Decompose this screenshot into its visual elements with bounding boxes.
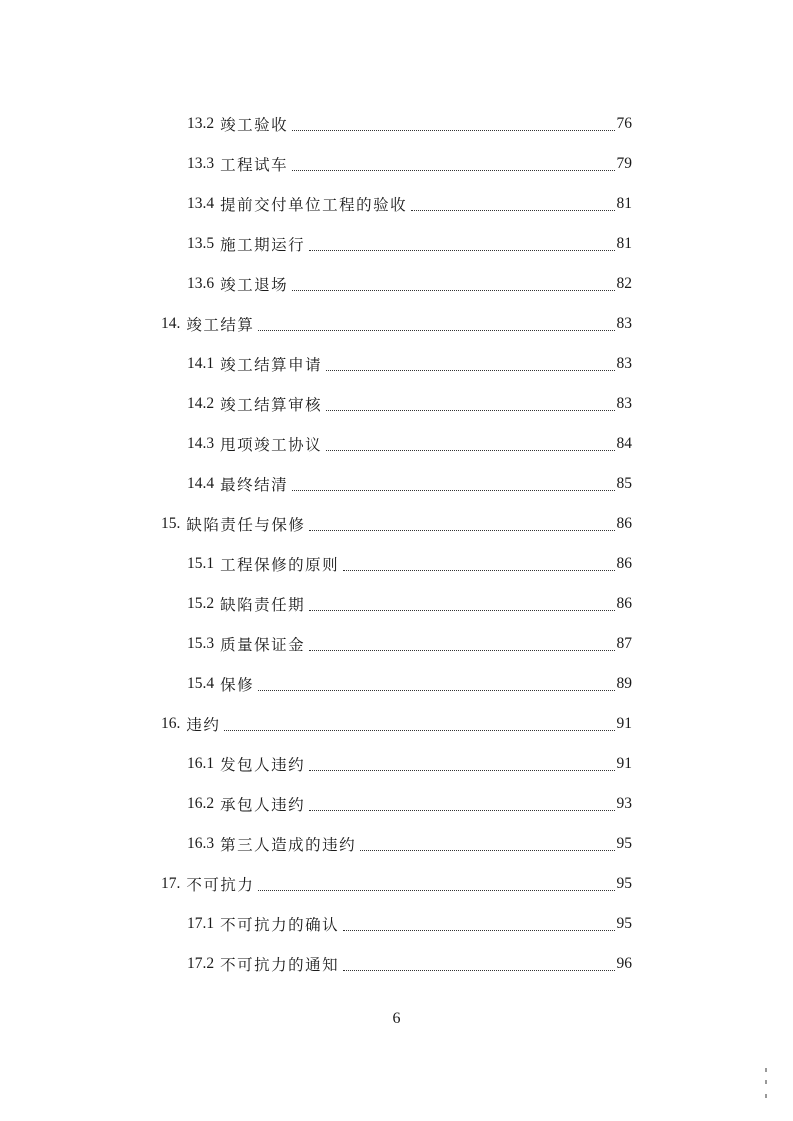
toc-dot-leader	[326, 410, 614, 411]
toc-dot-leader	[326, 450, 614, 451]
toc-dot-leader	[309, 770, 614, 771]
toc-section-entry[interactable]	[0, 384, 793, 424]
toc-section-entry[interactable]	[0, 224, 793, 264]
toc-entry-title: 甩项竣工协议	[220, 436, 323, 454]
toc-entry-page: 81	[616, 235, 632, 252]
toc-entry-page: 91	[616, 755, 632, 772]
toc-entry-title: 最终结清	[220, 476, 289, 494]
toc-entry-number: 13.2	[187, 115, 215, 132]
toc-section-entry[interactable]	[0, 264, 793, 304]
scan-mark	[765, 1094, 767, 1098]
toc-dot-leader	[309, 810, 614, 811]
toc-section-entry[interactable]	[0, 944, 793, 984]
toc-entry-number: 16.1	[187, 755, 215, 772]
toc-entry-content	[187, 464, 632, 504]
toc-dot-leader	[309, 650, 614, 651]
toc-entry-title: 违约	[186, 716, 221, 734]
toc-entry-page: 95	[616, 875, 632, 892]
toc-entry-title: 质量保证金	[220, 636, 306, 654]
toc-dot-leader	[343, 930, 614, 931]
toc-entry-number: 14.	[161, 315, 181, 332]
toc-chapter-entry[interactable]	[0, 304, 793, 344]
toc-entry-number: 14.3	[187, 435, 215, 452]
toc-entry-number: 16.	[161, 715, 181, 732]
toc-dot-leader	[292, 490, 614, 491]
toc-entry-title: 竣工结算审核	[220, 396, 323, 414]
toc-entry-title: 缺陷责任与保修	[186, 516, 306, 534]
toc-entry-content	[187, 344, 632, 384]
toc-entry-page: 84	[616, 435, 632, 452]
toc-entry-title: 不可抗力的确认	[220, 916, 340, 934]
toc-dot-leader	[292, 170, 614, 171]
toc-entry-number: 14.2	[187, 395, 215, 412]
toc-entry-content	[187, 624, 632, 664]
toc-entry-number: 13.6	[187, 275, 215, 292]
toc-section-entry[interactable]	[0, 624, 793, 664]
toc-entry-content	[187, 744, 632, 784]
toc-entry-number: 15.3	[187, 635, 215, 652]
toc-entry-title: 工程保修的原则	[220, 556, 340, 574]
toc-dot-leader	[360, 850, 614, 851]
toc-entry-content	[187, 264, 632, 304]
toc-entry-title: 发包人违约	[220, 756, 306, 774]
toc-entry-page: 81	[616, 195, 632, 212]
toc-entry-content	[187, 384, 632, 424]
toc-section-entry[interactable]	[0, 144, 793, 184]
toc-entry-title: 竣工结算	[186, 316, 255, 334]
toc-entry-content	[187, 224, 632, 264]
toc-dot-leader	[258, 890, 614, 891]
toc-entry-number: 14.4	[187, 475, 215, 492]
toc-entry-content	[161, 504, 632, 544]
toc-entry-content	[187, 904, 632, 944]
toc-entry-content	[187, 184, 632, 224]
toc-section-entry[interactable]	[0, 904, 793, 944]
toc-entry-title: 竣工结算申请	[220, 356, 323, 374]
toc-entry-title: 缺陷责任期	[220, 596, 306, 614]
page-number: 6	[392, 1010, 401, 1027]
toc-dot-leader	[309, 530, 614, 531]
toc-entry-content	[187, 944, 632, 984]
toc-entry-title: 竣工验收	[220, 116, 289, 134]
scan-mark	[765, 1068, 767, 1072]
toc-entry-page: 83	[616, 355, 632, 372]
toc-section-entry[interactable]	[0, 664, 793, 704]
toc-entry-number: 13.5	[187, 235, 215, 252]
toc-entry-number: 16.2	[187, 795, 215, 812]
toc-entry-content	[187, 544, 632, 584]
scan-mark	[765, 1080, 767, 1084]
toc-entry-number: 13.4	[187, 195, 215, 212]
toc-entry-number: 17.1	[187, 915, 215, 932]
toc-entry-page: 93	[616, 795, 632, 812]
toc-entry-page: 86	[616, 515, 632, 532]
toc-dot-leader	[258, 330, 614, 331]
toc-section-entry[interactable]	[0, 544, 793, 584]
toc-entry-number: 14.1	[187, 355, 215, 372]
toc-entry-page: 95	[616, 835, 632, 852]
toc-entry-number: 15.2	[187, 595, 215, 612]
toc-entry-page: 82	[616, 275, 632, 292]
toc-entry-title: 提前交付单位工程的验收	[220, 196, 408, 214]
toc-entry-content	[187, 824, 632, 864]
toc-entry-page: 96	[616, 955, 632, 972]
toc-entry-content	[187, 144, 632, 184]
toc-entry-number: 13.3	[187, 155, 215, 172]
toc-entry-number: 16.3	[187, 835, 215, 852]
toc-dot-leader	[292, 130, 614, 131]
toc-entry-number: 15.4	[187, 675, 215, 692]
toc-entry-number: 17.2	[187, 955, 215, 972]
toc-section-entry[interactable]	[0, 184, 793, 224]
toc-section-entry[interactable]	[0, 824, 793, 864]
toc-dot-leader	[224, 730, 614, 731]
toc-dot-leader	[309, 250, 614, 251]
toc-entry-title: 竣工退场	[220, 276, 289, 294]
toc-dot-leader	[326, 370, 614, 371]
toc-entry-title: 保修	[220, 676, 255, 694]
toc-chapter-entry[interactable]	[0, 504, 793, 544]
toc-entry-content	[187, 104, 632, 144]
toc-section-entry[interactable]	[0, 784, 793, 824]
toc-entry-content	[161, 864, 632, 904]
toc-entry-number: 15.	[161, 515, 181, 532]
toc-entry-title: 承包人违约	[220, 796, 306, 814]
toc-entry-page: 79	[616, 155, 632, 172]
toc-entry-title: 第三人造成的违约	[220, 836, 357, 854]
toc-entry-page: 83	[616, 315, 632, 332]
toc-entry-number: 15.1	[187, 555, 215, 572]
toc-section-entry[interactable]	[0, 104, 793, 144]
toc-entry-content	[187, 424, 632, 464]
toc-entry-content	[187, 584, 632, 624]
toc-entry-page: 89	[616, 675, 632, 692]
toc-entry-content	[187, 664, 632, 704]
toc-chapter-entry[interactable]	[0, 704, 793, 744]
toc-entry-content	[161, 704, 632, 744]
toc-section-entry[interactable]	[0, 744, 793, 784]
toc-entry-page: 86	[616, 555, 632, 572]
toc-entry-page: 91	[616, 715, 632, 732]
toc-dot-leader	[292, 290, 614, 291]
toc-entry-title: 不可抗力的通知	[220, 956, 340, 974]
toc-entry-page: 86	[616, 595, 632, 612]
toc-entry-number: 17.	[161, 875, 181, 892]
toc-entry-title: 工程试车	[220, 156, 289, 174]
toc-entry-title: 施工期运行	[220, 236, 306, 254]
toc-entry-page: 76	[616, 115, 632, 132]
toc-entry-title: 不可抗力	[186, 876, 255, 894]
toc-section-entry[interactable]	[0, 584, 793, 624]
toc-section-entry[interactable]	[0, 424, 793, 464]
toc-dot-leader	[309, 610, 614, 611]
toc-dot-leader	[411, 210, 614, 211]
toc-entry-page: 87	[616, 635, 632, 652]
toc-entry-page: 83	[616, 395, 632, 412]
toc-section-entry[interactable]	[0, 344, 793, 384]
toc-entry-page: 85	[616, 475, 632, 492]
table-of-contents	[0, 104, 793, 984]
toc-chapter-entry[interactable]	[0, 864, 793, 904]
toc-entry-page: 95	[616, 915, 632, 932]
toc-dot-leader	[258, 690, 614, 691]
toc-entry-content	[161, 304, 632, 344]
toc-dot-leader	[343, 970, 614, 971]
toc-entry-content	[187, 784, 632, 824]
toc-dot-leader	[343, 570, 614, 571]
toc-section-entry[interactable]	[0, 464, 793, 504]
